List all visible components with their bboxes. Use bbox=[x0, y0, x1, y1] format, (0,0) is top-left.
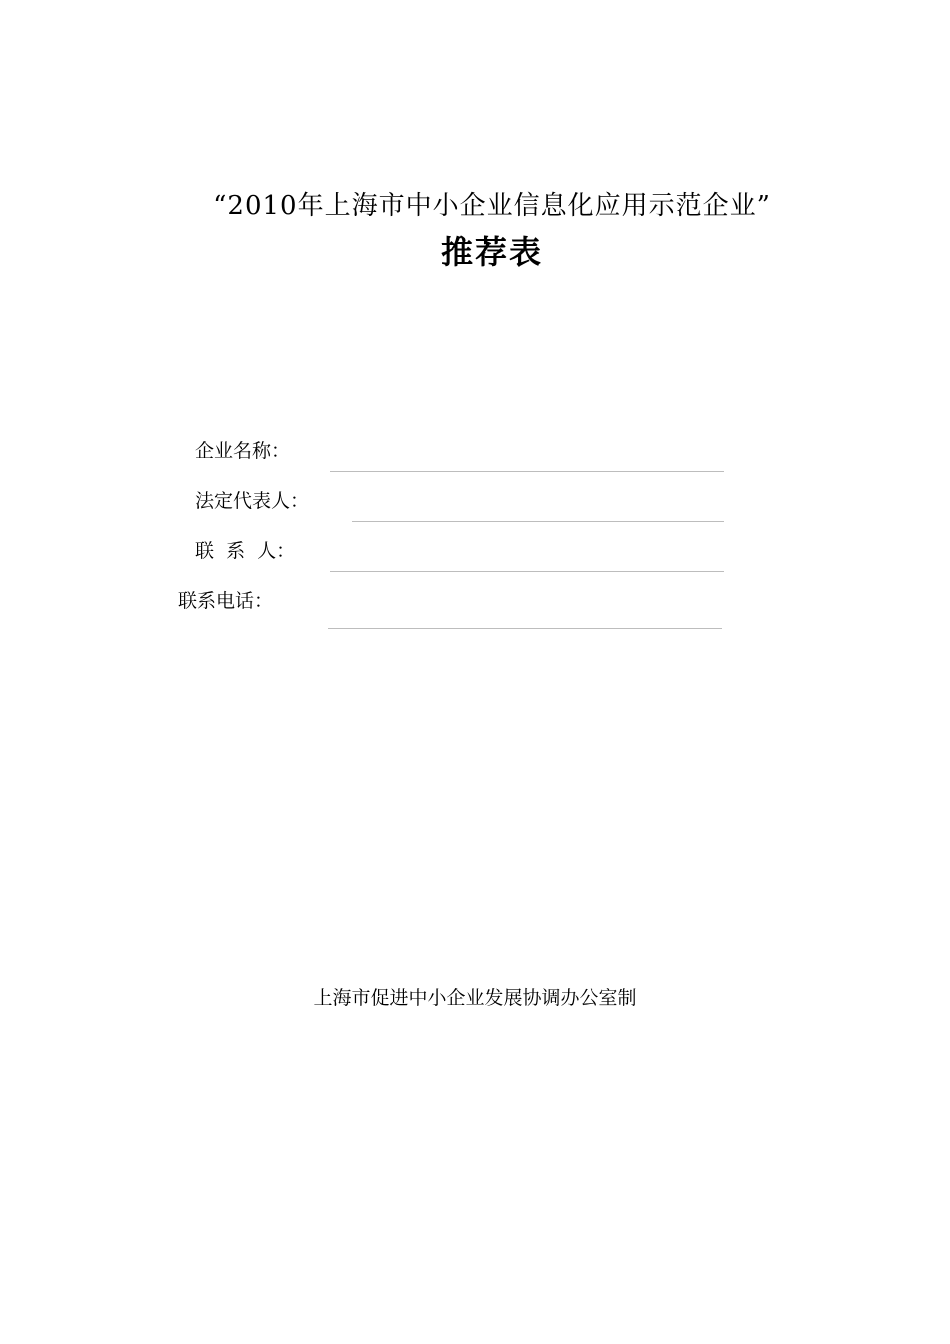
legal-representative-line[interactable] bbox=[352, 521, 724, 522]
contact-person-label: 联 系 人： bbox=[195, 540, 296, 562]
company-name-label: 企业名称： bbox=[195, 440, 291, 462]
legal-representative-label: 法定代表人： bbox=[195, 490, 310, 512]
document-subtitle: 推荐表 bbox=[440, 233, 543, 271]
contact-person-line[interactable] bbox=[330, 571, 724, 572]
company-name-line[interactable] bbox=[330, 471, 724, 472]
contact-phone-line[interactable] bbox=[328, 628, 722, 629]
contact-phone-label: 联系电话： bbox=[178, 590, 274, 612]
issuing-organization: 上海市促进中小企业发展协调办公室制 bbox=[313, 987, 637, 1009]
document-title: “2010年上海市中小企业信息化应用示范企业” bbox=[213, 191, 771, 221]
